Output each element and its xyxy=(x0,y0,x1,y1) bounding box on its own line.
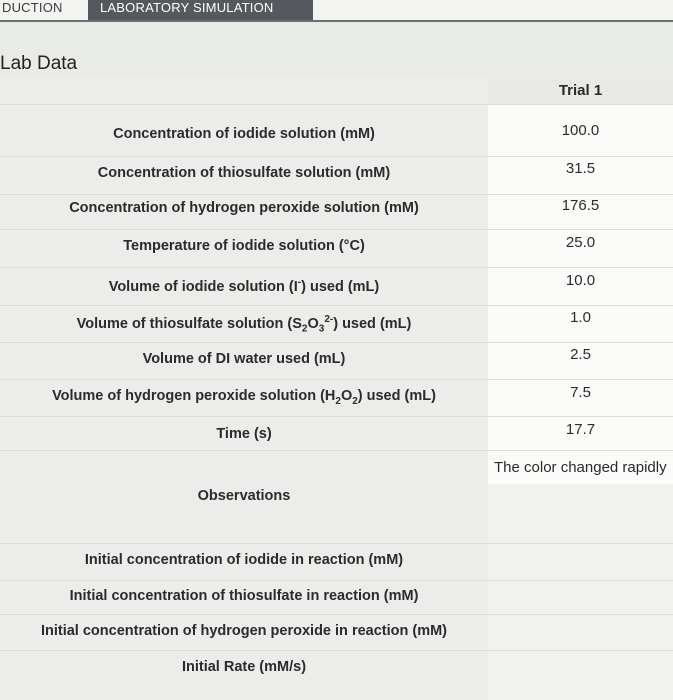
row-label-observations: Observations xyxy=(197,488,291,504)
row-divider xyxy=(0,229,673,230)
value-column-lower xyxy=(488,484,673,700)
row-label-initial-iodide: Initial concentration of iodide in reaction (mM) xyxy=(84,552,404,568)
row-divider xyxy=(0,267,673,268)
row-label-peroxide-volume xyxy=(0,388,488,407)
label-superscript: - xyxy=(297,277,302,288)
row-label-time: Time (s) xyxy=(216,426,272,442)
row-divider xyxy=(0,156,673,157)
row-label-peroxide-concentration: Concentration of hydrogen peroxide solution (mM) xyxy=(69,200,419,216)
label-text: ) used (mL) xyxy=(301,278,380,295)
label-text: Volume of hydrogen peroxide solution (H xyxy=(52,388,336,404)
page-title: Lab Data xyxy=(0,53,78,74)
row-divider xyxy=(0,416,673,417)
row-label-di-water-volume: Volume of DI water used (mL) xyxy=(142,351,346,367)
label-subscript: 2 xyxy=(335,395,341,407)
label-subscript: 3 xyxy=(318,323,325,335)
row-label-thiosulfate-volume xyxy=(0,314,488,335)
row-value-iodide-concentration: 100.0 xyxy=(561,122,600,139)
row-divider xyxy=(0,379,673,380)
row-label-initial-peroxide: Initial concentration of hydrogen peroxide in reaction (mM) xyxy=(40,623,448,639)
row-divider xyxy=(0,450,673,451)
label-text: O xyxy=(307,315,319,332)
row-value-iodide-volume: 10.0 xyxy=(565,272,596,289)
tab-laboratory-simulation[interactable]: LABORATORY SIMULATION xyxy=(88,0,313,20)
tab-bar xyxy=(0,0,673,22)
row-divider xyxy=(0,104,673,105)
label-text: Volume of thiosulfate solution (S xyxy=(76,315,302,332)
lab-data-table xyxy=(0,78,673,700)
row-divider xyxy=(0,342,673,343)
row-divider xyxy=(0,305,673,306)
label-text: ) used (mL) xyxy=(333,315,412,332)
row-value-thiosulfate-volume: 1.0 xyxy=(570,309,591,326)
label-subscript: 2 xyxy=(301,323,308,335)
row-value-peroxide-volume: 7.5 xyxy=(570,384,591,401)
label-superscript: 2- xyxy=(324,314,334,325)
row-value-thiosulfate-concentration: 31.5 xyxy=(565,160,596,177)
column-header-trial-1: Trial 1 xyxy=(488,78,673,104)
row-value-observations[interactable]: The color changed rapidly xyxy=(494,459,667,476)
row-label-iodide-temperature: Temperature of iodide solution (°C) xyxy=(123,238,365,254)
row-value-time: 17.7 xyxy=(565,421,596,438)
row-label-iodide-volume xyxy=(0,277,488,295)
label-subscript: 2 xyxy=(352,395,358,407)
row-divider xyxy=(0,650,673,651)
tab-introduction[interactable]: DUCTION xyxy=(2,0,63,15)
label-text: Volume of iodide solution (I xyxy=(108,278,298,295)
row-divider xyxy=(0,614,673,615)
label-text: O xyxy=(340,388,353,404)
row-label-initial-thiosulfate: Initial concentration of thiosulfate in reaction (mM) xyxy=(69,588,419,604)
row-divider xyxy=(0,543,673,544)
row-value-iodide-temperature: 25.0 xyxy=(565,234,596,251)
row-value-di-water-volume: 2.5 xyxy=(570,346,591,363)
row-label-thiosulfate-concentration: Concentration of thiosulfate solution (mM) xyxy=(97,165,391,181)
row-value-peroxide-concentration: 176.5 xyxy=(561,197,600,214)
row-label-iodide-concentration: Concentration of iodide solution (mM) xyxy=(113,126,375,142)
row-divider xyxy=(0,580,673,581)
label-text: ) used (mL) xyxy=(357,388,436,404)
row-label-initial-rate: Initial Rate (mM/s) xyxy=(181,659,307,675)
row-divider xyxy=(0,194,673,195)
